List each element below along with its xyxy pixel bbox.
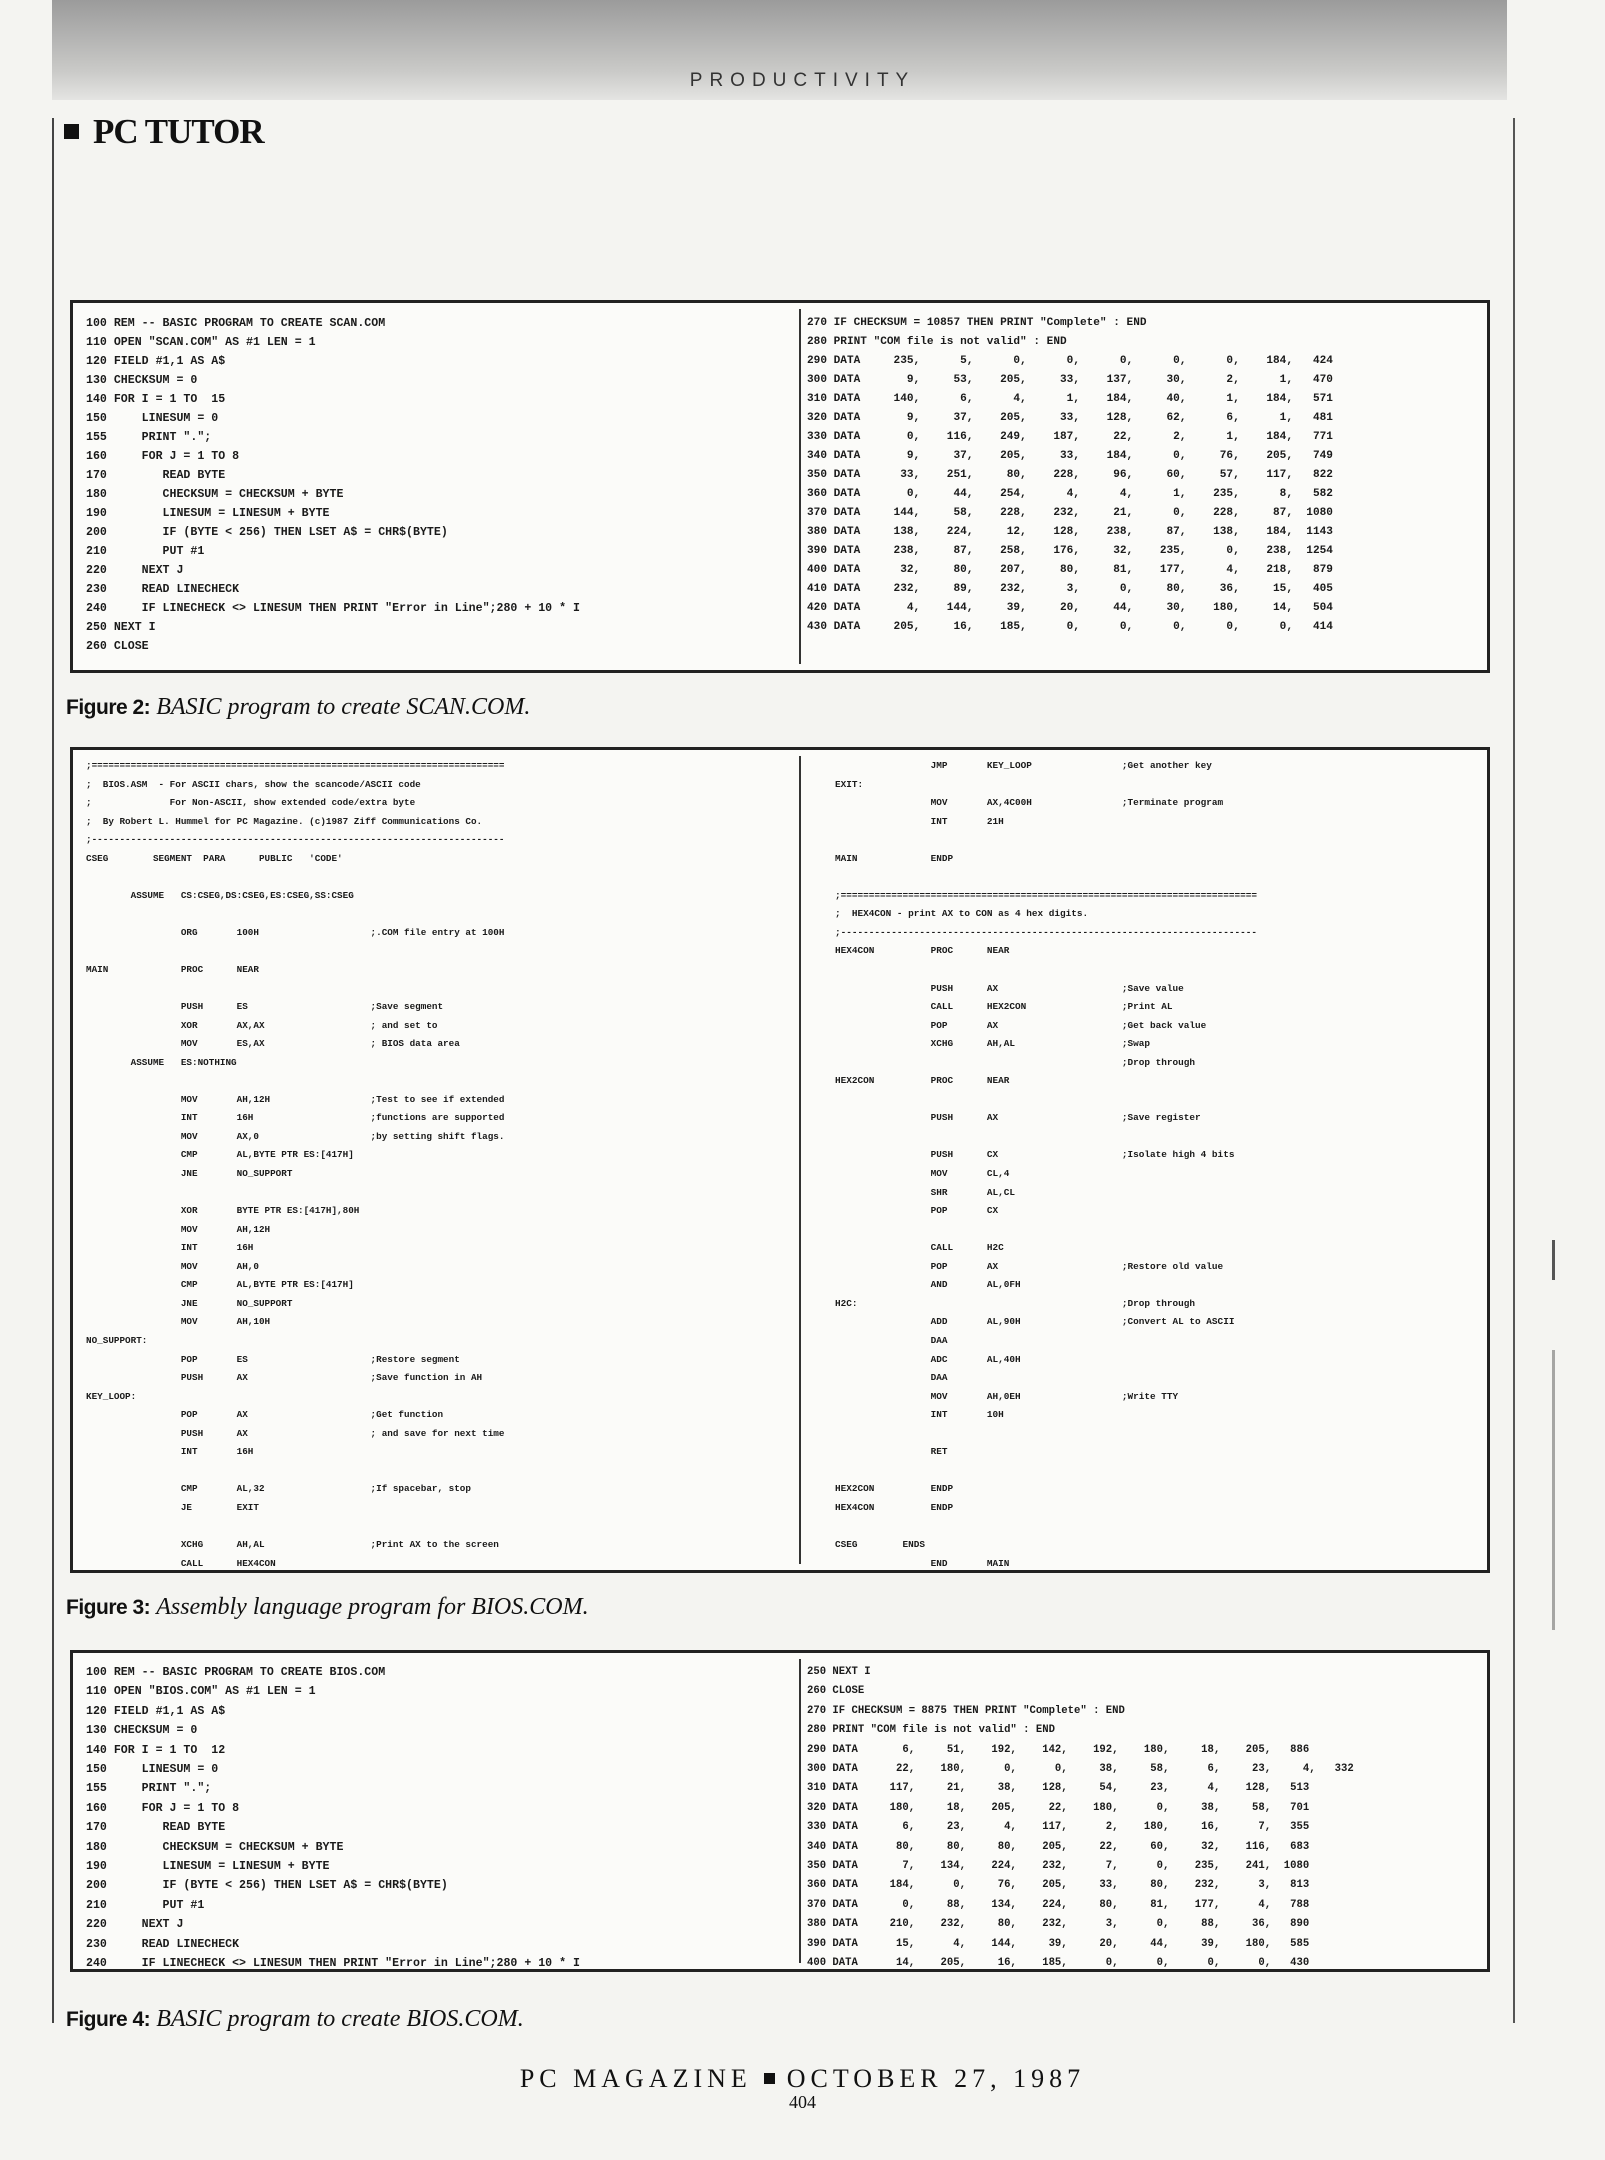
figure-3-right-code: JMP KEY_LOOP ;Get another key EXIT: MOV AX,4C00H ;Terminate program INT 21H MAIN ENDP ;========================================================================== ; HEX4CON - print AX to CON as 4 hex digits. ;-------------------------------------------------------------------------- HEX4CON PROC NEAR PUSH AX ;Save value CALL HEX2CON ;Print AL POP AX ;Get back value XCHG AH,AL ;Swap ;Drop through HEX2CON PROC NEAR PUSH AX ;Save register PUSH CX ;Isolate high 4 bits MOV CL,4 SHR AL,CL POP CX CALL H2C POP AX ;Restore old value AND AL,0FH H2C: ;Drop through ADD AL,90H ;Convert AL to ASCII DAA ADC AL,40H DAA MOV AH,0EH ;Write TTY INT 10H RET HEX2CON ENDP HEX4CON ENDP CSEG ENDS END MAIN	[835, 760, 1257, 1569]
square-separator-icon	[764, 2073, 775, 2084]
figure-2-caption-label: Figure 2:	[66, 696, 151, 719]
figure-3-listing	[70, 747, 1490, 1573]
square-bullet-icon	[64, 124, 79, 139]
figure-3-left-code: ;========================================================================== ; BIOS.ASM - For ASCII chars, show the scancode/ASCII code ; For Non-ASCII, show extended code/extra byte ; By Robert L. Hummel for PC Magazine. (c)1987 Ziff Communications Co. ;-------------------------------------------------------------------------- CSEG SEGMENT PARA PUBLIC 'CODE' ASSUME CS:CSEG,DS:CSEG,ES:CSEG,SS:CSEG ORG 100H ;.COM file entry at 100H MAIN PROC NEAR PUSH ES ;Save segment XOR AX,AX ; and set to MOV ES,AX ; BIOS data area ASSUME ES:NOTHING MOV AH,12H ;Test to see if extended INT 16H ;functions are supported MOV AX,0 ;by setting shift flags. CMP AL,BYTE PTR ES:[417H] JNE NO_SUPPORT XOR BYTE PTR ES:[417H],80H MOV AH,12H INT 16H MOV AH,0 CMP AL,BYTE PTR ES:[417H] JNE NO_SUPPORT MOV AH,10H NO_SUPPORT: POP ES ;Restore segment PUSH AX ;Save function in AH KEY_LOOP: POP AX ;Get function PUSH AX ; and save for next time INT 16H CMP AL,32 ;If spacebar, stop JE EXIT XCHG AH,AL ;Print AX to the screen CALL HEX4CON	[86, 760, 505, 1569]
figure-2-caption	[66, 694, 530, 721]
column-title-text: PC TUTOR	[93, 112, 264, 151]
margin-mark	[1552, 1350, 1555, 1630]
figure-2-listing	[70, 300, 1490, 673]
figure-3-caption	[66, 1594, 589, 1621]
page-footer	[0, 2064, 1605, 2094]
figure-4-caption-label: Figure 4:	[66, 2008, 151, 2031]
figure-4-divider	[799, 1659, 801, 1963]
figure-4-left-code: 100 REM -- BASIC PROGRAM TO CREATE BIOS.COM 110 OPEN "BIOS.COM" AS #1 LEN = 1 120 FIELD #1,1 AS A$ 130 CHECKSUM = 0 140 FOR I = 1 TO 12 150 LINESUM = 0 155 PRINT "."; 160 FOR J = 1 TO 8 170 READ BYTE 180 CHECKSUM = CHECKSUM + BYTE 190 LINESUM = LINESUM + BYTE 200 IF (BYTE < 256) THEN LSET A$ = CHR$(BYTE) 210 PUT #1 220 NEXT J 230 READ LINECHECK 240 IF LINECHECK <> LINESUM THEN PRINT "Error in Line";280 + 10 * I	[86, 1666, 580, 1969]
figure-3-right-pane	[807, 750, 1487, 1570]
figure-3-caption-label: Figure 3:	[66, 1596, 151, 1619]
figure-4-caption	[66, 2006, 524, 2033]
figure-3-caption-text: Assembly language program for BIOS.COM.	[156, 1594, 589, 1620]
footer-magazine: PC MAGAZINE	[519, 2064, 752, 2093]
figure-2-left-code: 100 REM -- BASIC PROGRAM TO CREATE SCAN.COM 110 OPEN "SCAN.COM" AS #1 LEN = 1 120 FIELD #1,1 AS A$ 130 CHECKSUM = 0 140 FOR I = 1 TO 15 150 LINESUM = 0 155 PRINT "."; 160 FOR J = 1 TO 8 170 READ BYTE 180 CHECKSUM = CHECKSUM + BYTE 190 LINESUM = LINESUM + BYTE 200 IF (BYTE < 256) THEN LSET A$ = CHR$(BYTE) 210 PUT #1 220 NEXT J 230 READ LINECHECK 240 IF LINECHECK <> LINESUM THEN PRINT "Error in Line";280 + 10 * I 250 NEXT I 260 CLOSE	[86, 317, 580, 653]
figure-2-right-code: 270 IF CHECKSUM = 10857 THEN PRINT "Complete" : END 280 PRINT "COM file is not valid" : END 290 DATA 235, 5, 0, 0, 0, 0, 0, 184, 424 300 DATA 9, 53, 205, 33, 137, 30, 2, 1, 470 310 DATA 140, 6, 4, 1, 184, 40, 1, 184, 571 320 DATA 9, 37, 205, 33, 128, 62, 6, 1, 481 330 DATA 0, 116, 249, 187, 22, 2, 1, 184, 771 340 DATA 9, 37, 205, 33, 184, 0, 76, 205, 749 350 DATA 33, 251, 80, 228, 96, 60, 57, 117, 822 360 DATA 0, 44, 254, 4, 4, 1, 235, 8, 582 370 DATA 144, 58, 228, 232, 21, 0, 228, 87, 1080 380 DATA 138, 224, 12, 128, 238, 87, 138, 184, 1143 390 DATA 238, 87, 258, 176, 32, 235, 0, 238, 1254 400 DATA 32, 80, 207, 80, 81, 177, 4, 218, 879 410 DATA 232, 89, 232, 3, 0, 80, 36, 15, 405 420 DATA 4, 144, 39, 20, 44, 30, 180, 14, 504 430 DATA 205, 16, 185, 0, 0, 0, 0, 0, 414	[807, 317, 1333, 633]
figure-2-divider	[799, 309, 801, 664]
page-number: 404	[789, 2092, 816, 2112]
column-rule-right	[1513, 118, 1515, 2023]
figure-4-right-code: 250 NEXT I 260 CLOSE 270 IF CHECKSUM = 8875 THEN PRINT "Complete" : END 280 PRINT "COM file is not valid" : END 290 DATA 6, 51, 192, 142, 192, 180, 18, 205, 886 300 DATA 22, 180, 0, 0, 38, 58, 6, 23, 4, 332 310 DATA 117, 21, 38, 128, 54, 23, 4, 128, 513 320 DATA 180, 18, 205, 22, 180, 0, 38, 58, 701 330 DATA 6, 23, 4, 117, 2, 180, 16, 7, 355 340 DATA 80, 80, 80, 205, 22, 60, 32, 116, 683 350 DATA 7, 134, 224, 232, 7, 0, 235, 241, 1080 360 DATA 184, 0, 76, 205, 33, 80, 232, 3, 813 370 DATA 0, 88, 134, 224, 80, 81, 177, 4, 788 380 DATA 210, 232, 80, 232, 3, 0, 88, 36, 890 390 DATA 15, 4, 144, 39, 20, 44, 39, 180, 585 400 DATA 14, 205, 16, 185, 0, 0, 0, 0, 430	[807, 1666, 1354, 1969]
figure-4-left-pane	[73, 1653, 798, 1969]
column-rule-left	[52, 118, 54, 2023]
figure-4-caption-text: BASIC program to create BIOS.COM.	[156, 2006, 524, 2032]
figure-2-caption-text: BASIC program to create SCAN.COM.	[156, 694, 531, 720]
figure-4-right-pane	[807, 1653, 1487, 1969]
section-label: PRODUCTIVITY	[689, 70, 916, 91]
figure-4-listing	[70, 1650, 1490, 1972]
footer-date: OCTOBER 27, 1987	[786, 2064, 1086, 2093]
figure-3-divider	[799, 756, 801, 1564]
figure-2-left-pane	[73, 303, 798, 670]
figure-2-right-pane	[807, 303, 1487, 670]
column-title	[64, 112, 264, 152]
figure-3-left-pane	[73, 750, 798, 1570]
margin-mark	[1552, 1240, 1555, 1280]
